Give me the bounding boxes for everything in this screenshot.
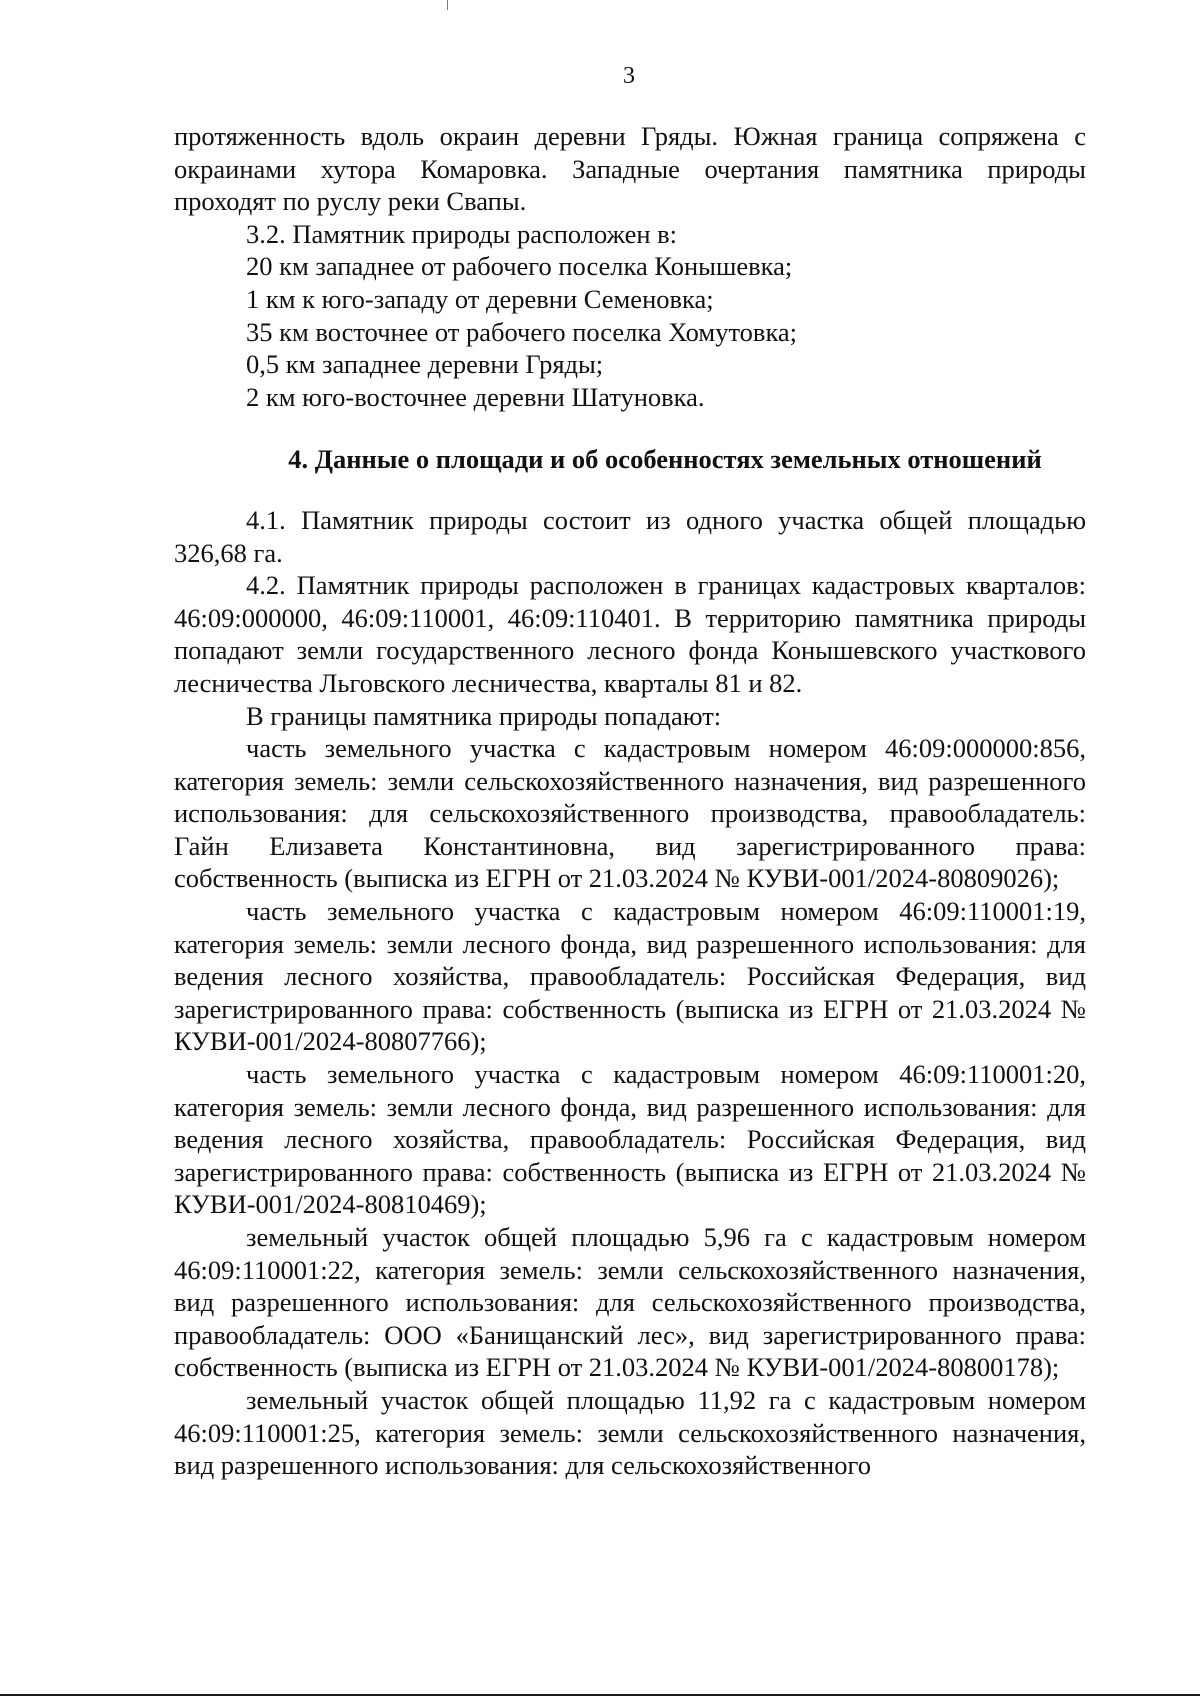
location-item: 1 км к юго-западу от деревни Семеновка; xyxy=(246,283,714,314)
page-number: 3 xyxy=(623,63,635,89)
paragraph-boundaries-intro: В границы памятника природы попадают: xyxy=(246,700,722,731)
paragraph-3-2: 3.2. Памятник природы расположен в: xyxy=(246,218,678,249)
land-plot-item: часть земельного участка с кадастровым номером 46:09:110001:19, категория земель: земли лесного фонда, вид разрешенного использования: для ведения лесного хозяйства, правообладатель: Российская Федерация, вид зарегистрированного права: собственность (выписка из ЕГРН от 21.03.2024 № КУВИ-001/2024-80807766); xyxy=(174,896,1086,1057)
land-plot-item: земельный участок общей площадью 11,92 га с кадастровым номером 46:09:110001:25, категория земель: земли сельскохозяйственного назначения, вид разрешенного использования: для сельскохозяйственного xyxy=(174,1384,1086,1481)
paragraph-boundary-continuation: протяженность вдоль окраин деревни Гряды. Южная граница сопряжена с окраинами хутора Комаровка. Западные очертания памятника природы проходят по руслу реки Свапы. xyxy=(174,121,1086,217)
land-plot-item: земельный участок общей площадью 5,96 га с кадастровым номером 46:09:110001:22, категория земель: земли сельскохозяйственного назначения, вид разрешенного использования: для сельскохозяйственного производства, правообладатель: ООО «Банищанский лес», вид зарегистрированного права: собственность (выписка из ЕГРН от 21.03.2024 № КУВИ-001/2024-80800178); xyxy=(174,1222,1086,1383)
location-item: 35 км восточнее от рабочего поселка Хомутовка; xyxy=(246,316,798,347)
land-plot-item: часть земельного участка с кадастровым номером 46:09:000000:856, категория земель: земли сельскохозяйственного назначения, вид разрешенного использования: для сельскохозяйственного производства, правообладатель: Гайн Елизавета Константиновна, вид зарегистрированного права: собственность (выписка из ЕГРН от 21.03.2024 № КУВИ-001/2024-80809026); xyxy=(174,733,1086,894)
location-item: 0,5 км западнее деревни Гряды; xyxy=(246,349,604,380)
section-4-heading: 4. Данные о площади и об особенностях земельных отношений xyxy=(288,444,1042,475)
land-plot-item: часть земельного участка с кадастровым номером 46:09:110001:20, категория земель: земли лесного фонда, вид разрешенного использования: для ведения лесного хозяйства, правообладатель: Российская Федерация, вид зарегистрированного права: собственность (выписка из ЕГРН от 21.03.2024 № КУВИ-001/2024-80810469); xyxy=(174,1059,1086,1220)
paragraph-4-2: 4.2. Памятник природы расположен в границах кадастровых кварталов: 46:09:000000, 46:09:110001, 46:09:110401. В территорию памятника природы попадают земли государственного лесного фонда Конышевского участкового лесничества Льговского лесничества, кварталы 81 и 82. xyxy=(174,570,1086,698)
paragraph-4-1: 4.1. Памятник природы состоит из одного участка общей площадью 326,68 га. xyxy=(174,504,1086,568)
scan-artifact-bottom-line xyxy=(0,1694,1200,1696)
document-body xyxy=(174,120,1086,1482)
location-item: 20 км западнее от рабочего поселка Конышевка; xyxy=(246,251,793,282)
location-item: 2 км юго-восточнее деревни Шатуновка. xyxy=(246,381,705,412)
scan-artifact-tick xyxy=(447,0,448,10)
